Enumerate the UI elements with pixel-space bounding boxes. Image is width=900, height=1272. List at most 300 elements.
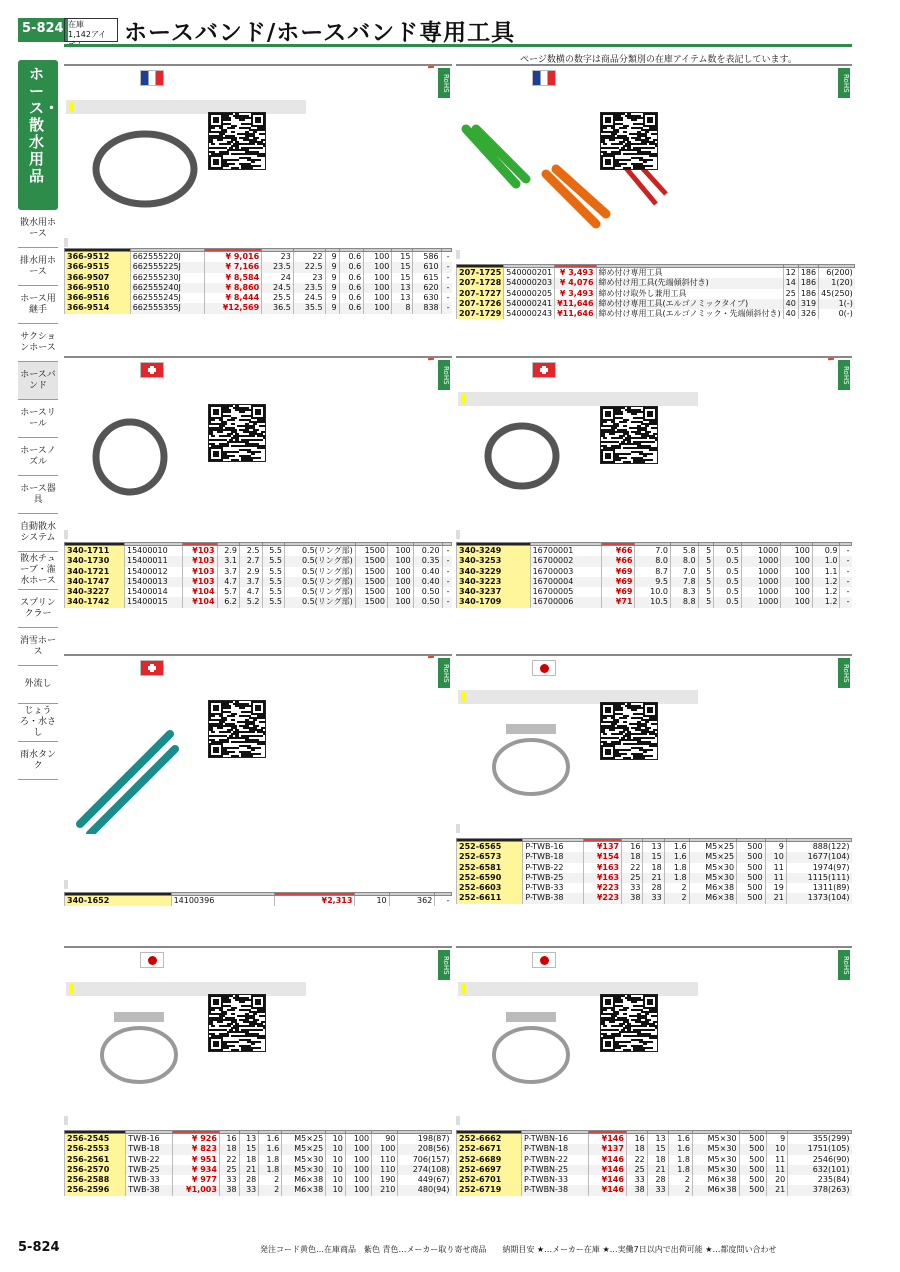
table-cell: 340-1742: [65, 597, 125, 607]
table-cell: 100: [364, 252, 392, 263]
table-cell: 13: [239, 1134, 259, 1145]
product-panel: [64, 946, 452, 1232]
supplier-contact: [846, 530, 850, 540]
table-cell: 0.40: [413, 567, 442, 577]
country-flag-icon: [140, 660, 164, 676]
table-cell: 100: [364, 293, 392, 303]
table-cell: 630: [413, 293, 441, 303]
table-cell: 2: [259, 1175, 282, 1185]
table-cell: P-TWB-18: [523, 852, 584, 862]
table-cell: ¥ 951: [173, 1155, 220, 1165]
table-cell: 0.9: [812, 546, 840, 557]
table-cell: ¥ 4,076: [555, 278, 596, 288]
table-cell: ¥ 823: [173, 1144, 220, 1154]
table-cell: ¥ 8,444: [204, 293, 262, 303]
table-row: [65, 1134, 452, 1145]
product-image: [70, 724, 180, 834]
table-cell: 2.9: [240, 567, 262, 577]
table-cell: M5×25: [689, 842, 737, 853]
panel-bar: [456, 654, 852, 670]
sidebar-item[interactable]: 散水用ホース: [18, 210, 58, 248]
table-cell: 38: [622, 893, 643, 903]
order-info: [456, 824, 852, 833]
table-cell: M5×30: [693, 1155, 740, 1165]
table-cell: -: [442, 546, 451, 557]
table-cell: M5×30: [689, 873, 737, 883]
order-unit: [456, 530, 460, 539]
table-cell: 15: [647, 1144, 668, 1154]
country-flag-icon: [140, 70, 164, 86]
table-cell: 24.5: [262, 283, 294, 293]
table-cell: 3.7: [240, 577, 262, 587]
spec-table: [64, 248, 452, 314]
table-cell: 0.5(リング部): [284, 597, 355, 607]
table-cell: 362: [389, 896, 435, 907]
table-cell: 締め付け専用工具(エルゴノミック・先端傾斜付き): [596, 309, 783, 319]
table-cell: ¥ 934: [173, 1165, 220, 1175]
table-cell: P-TWB-16: [523, 842, 584, 853]
table-cell: ¥223: [583, 883, 621, 893]
table-cell: 252-6565: [457, 842, 523, 853]
table-cell: 186: [798, 289, 818, 299]
table-cell: 11: [767, 1165, 788, 1175]
table-cell: 5.2: [240, 597, 262, 607]
table-cell: M5×30: [282, 1155, 326, 1165]
order-info: [456, 530, 852, 539]
sidebar-item[interactable]: ホースリール: [18, 400, 58, 438]
table-cell: 18: [643, 863, 664, 873]
page-header: [0, 0, 900, 48]
sidebar-item[interactable]: サクションホース: [18, 324, 58, 362]
order-info: [64, 530, 452, 539]
table-row: [65, 273, 452, 283]
table-cell: P-TWB-38: [523, 893, 584, 903]
table-cell: 締め付け専用工具(エルゴノミックタイプ): [596, 299, 783, 309]
table-cell: 16700003: [530, 567, 601, 577]
table-cell: 0.5: [714, 546, 742, 557]
table-cell: M6×38: [282, 1175, 326, 1185]
table-cell: 615: [413, 273, 441, 283]
table-cell: 16700006: [530, 597, 601, 607]
table-cell: 0.6: [339, 262, 364, 272]
table-cell: 21: [765, 893, 786, 903]
table-cell: 1311(89): [786, 883, 851, 893]
sidebar-item[interactable]: ホース用継手: [18, 286, 58, 324]
table-cell: 2: [664, 883, 689, 893]
table-cell: 100: [781, 577, 813, 587]
table-cell: 11: [765, 863, 786, 873]
order-info: [456, 1116, 852, 1125]
order-unit: [456, 250, 460, 259]
table-cell: 9: [325, 252, 339, 263]
order-unit: [456, 824, 460, 833]
table-cell: 100: [345, 1165, 371, 1175]
table-cell: M5×25: [282, 1144, 326, 1154]
table-cell: 252-6581: [457, 863, 523, 873]
table-cell: -: [840, 556, 852, 566]
sidebar-item[interactable]: 散水チューブ・潅水ホース: [18, 552, 58, 590]
table-cell: TWB-25: [126, 1165, 173, 1175]
sidebar-item[interactable]: 雨水タンク: [18, 742, 58, 780]
table-cell: 24: [262, 273, 294, 283]
supplier-contact: [846, 250, 850, 260]
table-cell: 19: [765, 883, 786, 893]
table-cell: 5: [698, 567, 714, 577]
table-cell: 0.6: [339, 303, 364, 313]
table-cell: 24.5: [293, 293, 325, 303]
table-cell: 22: [293, 252, 325, 263]
panel-bar: [64, 64, 452, 80]
table-cell: 0.5: [714, 556, 742, 566]
table-cell: ¥ 8,860: [204, 283, 262, 293]
range-bar: [458, 690, 698, 704]
table-cell: 1.8: [664, 873, 689, 883]
table-row: [457, 1175, 852, 1185]
table-row: [457, 1165, 852, 1175]
table-cell: ¥69: [601, 567, 635, 577]
table-cell: 1500: [355, 567, 387, 577]
table-cell: 8.7: [635, 567, 670, 577]
table-cell: TWB-18: [126, 1144, 173, 1154]
table-cell: 23: [293, 273, 325, 283]
range-bar: [458, 392, 698, 406]
table-cell: 33: [643, 893, 664, 903]
order-info: [64, 1116, 452, 1125]
table-cell: 1.6: [668, 1144, 692, 1154]
table-cell: 586: [413, 252, 441, 263]
table-cell: 100: [781, 546, 813, 557]
table-cell: 1.8: [259, 1165, 282, 1175]
table-cell: 5.5: [262, 556, 284, 566]
table-cell: 締め付け取外し兼用工具: [596, 289, 783, 299]
table-cell: 500: [737, 852, 765, 862]
table-cell: 340-3237: [457, 587, 531, 597]
table-cell: 1974(97): [786, 863, 851, 873]
table-cell: 10: [767, 1144, 788, 1154]
table-cell: -: [840, 587, 852, 597]
table-cell: 256-2545: [65, 1134, 126, 1145]
sidebar-item[interactable]: スプリンクラー: [18, 590, 58, 628]
supplier-contact: [846, 1116, 850, 1126]
table-cell: 14: [783, 278, 798, 288]
page-number: 5-824: [18, 18, 68, 42]
table-row: [65, 1144, 452, 1154]
product-image: [482, 416, 562, 496]
table-cell: 22.5: [293, 262, 325, 272]
sidebar-item[interactable]: 消雪ホース: [18, 628, 58, 666]
table-cell: TWB-33: [126, 1175, 173, 1185]
table-cell: 9: [325, 273, 339, 283]
panel-bar: [64, 356, 452, 372]
table-cell: 9: [325, 262, 339, 272]
table-cell: 326: [798, 309, 818, 319]
table-cell: 1.6: [664, 852, 689, 862]
table-cell: ¥154: [583, 852, 621, 862]
table-cell: P-TWB-25: [523, 873, 584, 883]
table-cell: M5×30: [693, 1165, 740, 1175]
table-cell: 1.2: [812, 577, 840, 587]
table-cell: 1.8: [259, 1155, 282, 1165]
table-cell: 100: [387, 556, 413, 566]
table-row: [457, 1134, 852, 1145]
table-cell: 35.5: [293, 303, 325, 313]
table-cell: 40: [783, 299, 798, 309]
sidebar-item[interactable]: ホースノズル: [18, 438, 58, 476]
product-image: [90, 124, 200, 214]
table-cell: 1.1: [812, 567, 840, 577]
range-bar: [458, 982, 698, 996]
table-cell: 1500: [355, 577, 387, 587]
table-cell: 5.5: [262, 577, 284, 587]
table-cell: 888(122): [786, 842, 851, 853]
table-cell: 7.8: [670, 577, 698, 587]
table-cell: 21: [643, 873, 664, 883]
order-info: [456, 250, 852, 259]
table-cell: 13: [643, 842, 664, 853]
table-row: [457, 1185, 852, 1195]
table-cell: 0.5(リング部): [284, 567, 355, 577]
table-cell: 0.6: [339, 252, 364, 263]
spec-table: [456, 264, 855, 319]
panel-bar: [64, 946, 452, 962]
table-cell: 2546(90): [788, 1155, 852, 1165]
table-cell: 500: [739, 1165, 767, 1175]
table-cell: 10: [326, 1175, 346, 1185]
table-cell: 18: [626, 1144, 647, 1154]
table-cell: 5.7: [217, 587, 239, 597]
table-cell: 100: [364, 273, 392, 283]
table-cell: 0.5(リング部): [284, 546, 355, 557]
table-cell: 16700001: [530, 546, 601, 557]
table-cell: 100: [345, 1175, 371, 1185]
spec-table: [456, 542, 852, 608]
table-cell: 15400015: [124, 597, 182, 607]
table-cell: -: [441, 283, 451, 293]
table-cell: M5×30: [693, 1134, 740, 1145]
table-cell: ¥146: [589, 1134, 626, 1145]
table-row: [65, 1175, 452, 1185]
table-row: [65, 1165, 452, 1175]
table-cell: 252-6603: [457, 883, 523, 893]
table-cell: 340-1747: [65, 577, 125, 587]
sidebar-item[interactable]: 外流し: [18, 666, 58, 704]
product-image: [486, 714, 576, 804]
table-cell: TWB-16: [126, 1134, 173, 1145]
table-cell: 1115(111): [786, 873, 851, 883]
order-unit: [64, 1116, 68, 1125]
table-cell: 1.8: [668, 1155, 692, 1165]
table-cell: 1.2: [812, 597, 840, 607]
table-cell: 16: [622, 842, 643, 853]
table-cell: 9: [325, 293, 339, 303]
table-cell: 1000: [741, 597, 780, 607]
table-cell: 1.6: [668, 1134, 692, 1145]
qr-code-icon: [600, 112, 658, 170]
table-cell: 10: [326, 1165, 346, 1175]
table-cell: 2.7: [240, 556, 262, 566]
qr-code-icon: [600, 702, 658, 760]
table-cell: 252-6671: [457, 1144, 522, 1154]
table-cell: 4.7: [240, 587, 262, 597]
table-cell: 13: [392, 293, 413, 303]
table-row: [65, 262, 452, 272]
table-cell: 540000241: [504, 299, 555, 309]
table-cell: 22: [622, 863, 643, 873]
table-cell: ¥11,646: [555, 309, 596, 319]
table-cell: 500: [739, 1175, 767, 1185]
page-note: ページ数横の数字は商品分類別の在庫アイテム数を表記しています。: [520, 55, 797, 65]
table-cell: 110: [372, 1155, 398, 1165]
country-flag-icon: [140, 362, 164, 378]
table-cell: 33: [626, 1175, 647, 1185]
table-cell: ¥163: [583, 863, 621, 873]
table-cell: 0.35: [413, 556, 442, 566]
table-cell: 16700005: [530, 587, 601, 597]
table-row: [457, 873, 852, 883]
table-cell: 16: [626, 1134, 647, 1145]
table-cell: 15400012: [124, 567, 182, 577]
table-cell: P-TWBN-33: [521, 1175, 589, 1185]
sidebar-title: ホース・散水用品: [18, 60, 58, 210]
table-cell: 8.3: [670, 587, 698, 597]
table-cell: 100: [781, 567, 813, 577]
table-cell: 1.8: [668, 1165, 692, 1175]
table-cell: 198(87): [398, 1134, 452, 1145]
table-cell: 5.5: [262, 546, 284, 557]
table-cell: 8.8: [670, 597, 698, 607]
table-cell: 38: [219, 1185, 239, 1195]
table-cell: 662555220J: [130, 252, 204, 263]
supplier-contact: [446, 880, 450, 890]
rohs-badge: RoHS: [838, 360, 850, 390]
table-cell: 1.6: [259, 1134, 282, 1145]
table-cell: 1751(105): [788, 1144, 852, 1154]
table-cell: M6×38: [693, 1185, 740, 1195]
table-cell: 25: [219, 1165, 239, 1175]
table-cell: 25.5: [262, 293, 294, 303]
table-cell: ¥ 926: [173, 1134, 220, 1145]
qr-code-icon: [208, 994, 266, 1052]
table-cell: TWB-38: [126, 1185, 173, 1195]
table-cell: 100: [387, 587, 413, 597]
table-cell: 9: [765, 842, 786, 853]
table-cell: 25: [626, 1165, 647, 1175]
sidebar-item[interactable]: ホースバンド: [18, 362, 58, 400]
sidebar-item[interactable]: 自動散水システム: [18, 514, 58, 552]
table-cell: 10.0: [635, 587, 670, 597]
table-cell: -: [840, 546, 852, 557]
table-cell: 6(200): [819, 268, 855, 279]
table-cell: -: [441, 252, 451, 263]
table-cell: 100: [372, 1144, 398, 1154]
order-info: [64, 238, 452, 247]
product-image: [90, 412, 170, 502]
table-cell: ¥146: [589, 1185, 626, 1195]
table-row: [65, 567, 452, 577]
table-cell: M5×30: [693, 1144, 740, 1154]
table-cell: 100: [781, 556, 813, 566]
sidebar-item[interactable]: じょうろ・水さし: [18, 704, 58, 742]
table-cell: ¥103: [182, 556, 217, 566]
table-cell: 366-9510: [65, 283, 131, 293]
table-cell: 1.0: [812, 556, 840, 566]
table-cell: 252-6662: [457, 1134, 522, 1145]
table-cell: 2: [668, 1175, 692, 1185]
table-cell: 15: [643, 852, 664, 862]
spec-table: [64, 1130, 452, 1196]
table-cell: 25: [783, 289, 798, 299]
table-cell: ¥146: [589, 1155, 626, 1165]
range-count: [70, 984, 74, 994]
table-cell: 540000203: [504, 278, 555, 288]
table-cell: 14100396: [171, 896, 274, 907]
table-cell: 1500: [355, 556, 387, 566]
table-cell: 340-3227: [65, 587, 125, 597]
table-cell: 1500: [355, 597, 387, 607]
table-cell: M5×30: [282, 1165, 326, 1175]
table-cell: 500: [739, 1155, 767, 1165]
table-row: [457, 852, 852, 862]
sidebar-item[interactable]: ホース器具: [18, 476, 58, 514]
table-cell: 340-1652: [65, 896, 172, 907]
spec-table: [64, 892, 452, 906]
table-cell: M6×38: [282, 1185, 326, 1195]
table-cell: 5: [698, 587, 714, 597]
table-row: [457, 863, 852, 873]
table-cell: 13: [647, 1134, 668, 1145]
table-cell: 100: [781, 587, 813, 597]
table-cell: 207-1727: [457, 289, 504, 299]
table-cell: 0.5: [714, 577, 742, 587]
table-cell: ¥ 8,584: [204, 273, 262, 283]
table-cell: 110: [372, 1165, 398, 1175]
table-row: [457, 567, 852, 577]
table-cell: 5: [698, 577, 714, 587]
table-row: [457, 1144, 852, 1154]
table-row: [65, 556, 452, 566]
table-cell: ¥ 9,016: [204, 252, 262, 263]
table-cell: 340-3249: [457, 546, 531, 557]
table-cell: 9: [767, 1134, 788, 1145]
qr-code-icon: [600, 406, 658, 464]
table-cell: -: [441, 303, 451, 313]
table-cell: 620: [413, 283, 441, 293]
table-cell: 252-6697: [457, 1165, 522, 1175]
table-cell: 10: [326, 1134, 346, 1145]
table-cell: 340-1730: [65, 556, 125, 566]
table-cell: 1.2: [812, 587, 840, 597]
table-cell: 100: [387, 546, 413, 557]
table-cell: 15: [239, 1144, 259, 1154]
table-cell: 5: [698, 597, 714, 607]
table-cell: 210: [372, 1185, 398, 1195]
table-cell: ¥66: [601, 556, 635, 566]
table-cell: -: [435, 896, 452, 907]
table-row: [457, 842, 852, 853]
table-cell: 10: [326, 1144, 346, 1154]
table-cell: -: [840, 597, 852, 607]
table-row: [457, 556, 852, 566]
table-cell: 1.6: [664, 842, 689, 853]
table-cell: 100: [345, 1185, 371, 1195]
table-cell: -: [442, 597, 451, 607]
sidebar-item[interactable]: 排水用ホース: [18, 248, 58, 286]
table-cell: 28: [239, 1175, 259, 1185]
table-cell: ¥103: [182, 577, 217, 587]
table-cell: 449(67): [398, 1175, 452, 1185]
table-cell: 662555230J: [130, 273, 204, 283]
table-cell: 7.0: [635, 546, 670, 557]
